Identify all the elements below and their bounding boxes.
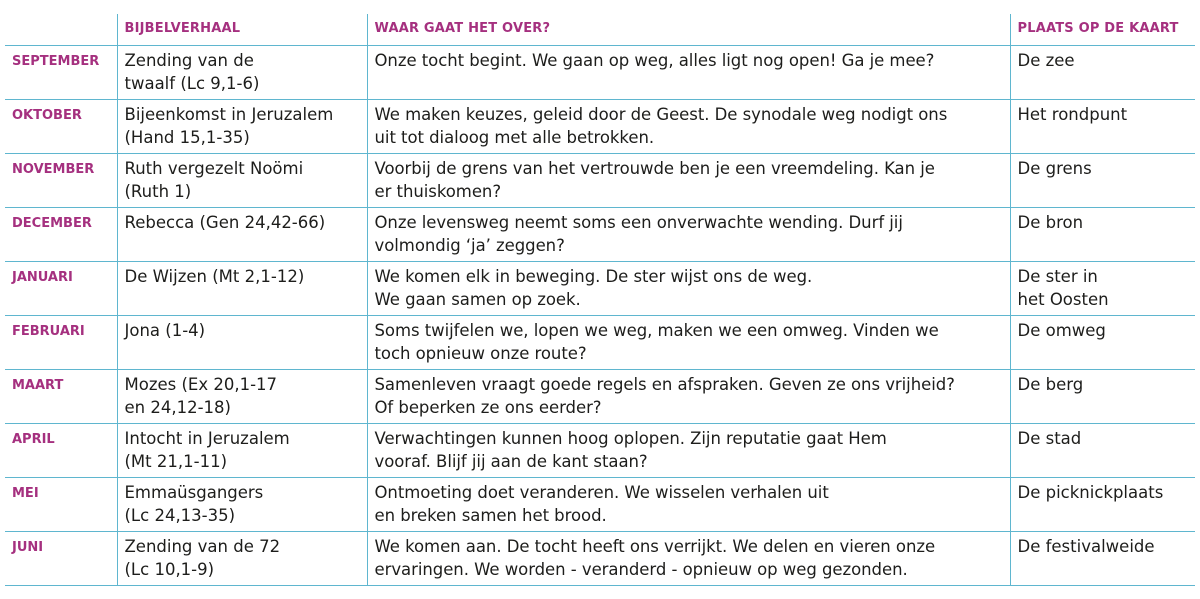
story-cell: Jona (1-4) [117, 315, 367, 369]
place-cell: De festivalweide [1010, 531, 1195, 585]
header-about: WAAR GAAT HET OVER? [367, 14, 1010, 45]
place-cell: De berg [1010, 369, 1195, 423]
header-month [5, 14, 117, 45]
month-cell: JANUARI [5, 261, 117, 315]
about-cell: Onze tocht begint. We gaan op weg, alles ligt nog open! Ga je mee? [367, 45, 1010, 99]
month-cell: JUNI [5, 531, 117, 585]
month-cell: MAART [5, 369, 117, 423]
about-cell: Voorbij de grens van het vertrouwde ben je een vreemdeling. Kan je er thuiskomen? [367, 153, 1010, 207]
table-row [5, 45, 1195, 99]
about-cell: Soms twijfelen we, lopen we weg, maken we een omweg. Vinden we toch opnieuw onze route? [367, 315, 1010, 369]
table-row [5, 531, 1195, 585]
month-cell: SEPTEMBER [5, 45, 117, 99]
about-cell: Samenleven vraagt goede regels en afspraken. Geven ze ons vrijheid? Of beperken ze ons eerder? [367, 369, 1010, 423]
table-row [5, 315, 1195, 369]
table-row [5, 369, 1195, 423]
table-row [5, 261, 1195, 315]
place-cell: Het rondpunt [1010, 99, 1195, 153]
story-cell: Emmaüsgangers (Lc 24,13-35) [117, 477, 367, 531]
about-cell: Onze levensweg neemt soms een onverwachte wending. Durf jij volmondig ‘ja’ zeggen? [367, 207, 1010, 261]
about-cell: Ontmoeting doet veranderen. We wisselen verhalen uit en breken samen het brood. [367, 477, 1010, 531]
table-row [5, 477, 1195, 531]
story-cell: Intocht in Jeruzalem (Mt 21,1-11) [117, 423, 367, 477]
table-row [5, 153, 1195, 207]
about-cell: We komen aan. De tocht heeft ons verrijkt. We delen en vieren onze ervaringen. We worden - veranderd - opnieuw op weg gezonden. [367, 531, 1010, 585]
table-row [5, 207, 1195, 261]
story-cell: Zending van de twaalf (Lc 9,1-6) [117, 45, 367, 99]
place-cell: De bron [1010, 207, 1195, 261]
month-cell: MEI [5, 477, 117, 531]
place-cell: De omweg [1010, 315, 1195, 369]
table-row [5, 423, 1195, 477]
header-row [5, 14, 1195, 45]
month-cell: NOVEMBER [5, 153, 117, 207]
story-cell: Ruth vergezelt Noömi (Ruth 1) [117, 153, 367, 207]
about-cell: We komen elk in beweging. De ster wijst ons de weg. We gaan samen op zoek. [367, 261, 1010, 315]
schedule-table [5, 14, 1195, 586]
story-cell: Zending van de 72 (Lc 10,1-9) [117, 531, 367, 585]
table-row [5, 99, 1195, 153]
month-cell: OKTOBER [5, 99, 117, 153]
story-cell: Bijeenkomst in Jeruzalem (Hand 15,1-35) [117, 99, 367, 153]
header-place: PLAATS OP DE KAART [1010, 14, 1195, 45]
header-story: BIJBELVERHAAL [117, 14, 367, 45]
month-cell: DECEMBER [5, 207, 117, 261]
place-cell: De picknickplaats [1010, 477, 1195, 531]
story-cell: Mozes (Ex 20,1-17 en 24,12-18) [117, 369, 367, 423]
story-cell: Rebecca (Gen 24,42-66) [117, 207, 367, 261]
about-cell: We maken keuzes, geleid door de Geest. De synodale weg nodigt ons uit tot dialoog met alle betrokken. [367, 99, 1010, 153]
place-cell: De ster in het Oosten [1010, 261, 1195, 315]
place-cell: De grens [1010, 153, 1195, 207]
about-cell: Verwachtingen kunnen hoog oplopen. Zijn reputatie gaat Hem vooraf. Blijf jij aan de kant staan? [367, 423, 1010, 477]
month-cell: FEBRUARI [5, 315, 117, 369]
month-cell: APRIL [5, 423, 117, 477]
story-cell: De Wijzen (Mt 2,1-12) [117, 261, 367, 315]
place-cell: De zee [1010, 45, 1195, 99]
place-cell: De stad [1010, 423, 1195, 477]
